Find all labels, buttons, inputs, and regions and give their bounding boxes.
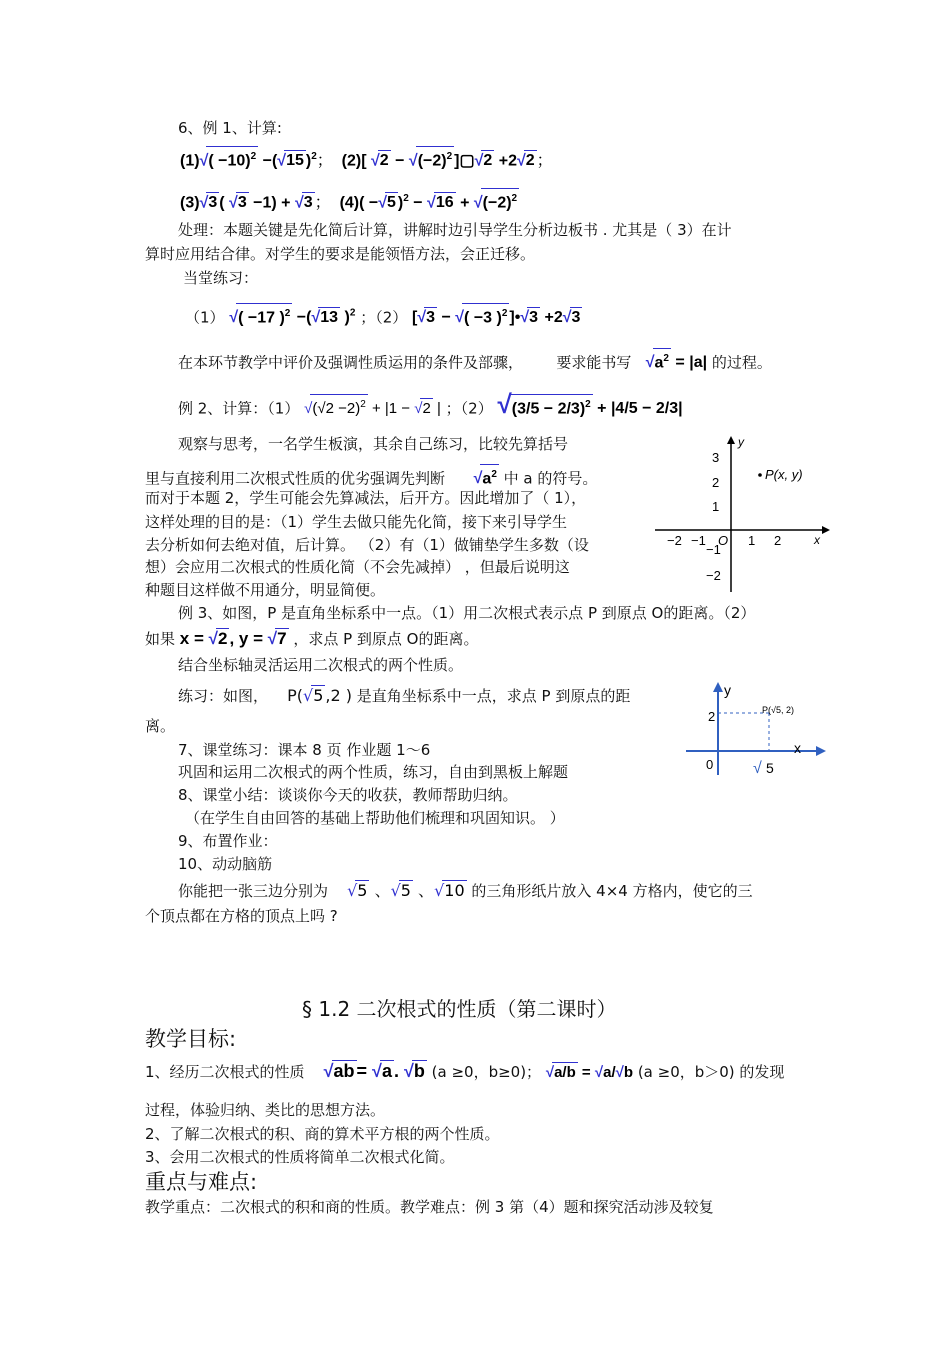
graph1-point bbox=[758, 473, 762, 477]
class-practice: 7、课堂练习：课本 8 页 作业题 1～6 bbox=[178, 741, 431, 759]
example-1-expr-a: $(1)√( -10)^2 -(√15$ )$^2$； (2)[ $√2 - √(-2)^2$ ]▢√2 +2√2 ； bbox=[180, 146, 553, 171]
summary-line: 8、课堂小结：谈谈你今天的收获，教师帮助归纳。 bbox=[178, 786, 518, 804]
practice-heading: 当堂练习： bbox=[183, 269, 259, 287]
brain-teaser-heading: 10、动动脑筋 bbox=[178, 855, 273, 873]
coordinate-graph-1 bbox=[650, 432, 830, 597]
key-points-heading: 重点与难点: bbox=[145, 1170, 258, 1194]
goal-1: 1、经历二次根式的性质 √ab = √a . √b (a ≥0，b≥0)； √a/b = √a/√b (a ≥0，b＞0) 的发现 bbox=[145, 1061, 785, 1081]
brain-teaser-line-1: 你能把一张三边分别为 √5 、√5 、√10 的三角形纸片放入 4×4 方格内，使它的三 bbox=[178, 881, 753, 900]
note-line-1: 处理：本题关键是先化简后计算，讲解时边引导学生分析边板书 . 尤其是（ 3）在计 bbox=[178, 221, 732, 239]
coordinate-graph-2 bbox=[686, 680, 831, 780]
exercise-line-2: 离。 bbox=[145, 717, 176, 735]
graph1-xtick-2: 2 bbox=[774, 533, 782, 548]
graph1-origin: O bbox=[718, 533, 729, 548]
graph2-origin: 0 bbox=[706, 757, 714, 772]
para-line-2: 这样处理的目的是：（1）学生去做只能先化简，接下来引导学生 bbox=[145, 513, 568, 531]
practice-exercises: （1） √( −17 )$^2$ −(√13 )$^2$ ；（2） [√3 − √( −3 )$^2$ ]•√3 +2√3 bbox=[185, 303, 582, 328]
observe-line: 观察与思考，一名学生板演，其余自己练习，比较先算括号 bbox=[178, 435, 569, 453]
graph2-ytick: 2 bbox=[708, 709, 716, 724]
graph1-ytick-neg1: −1 bbox=[706, 542, 721, 557]
goal-2: 2、了解二次根式的积、商的算术平方根的两个性质。 bbox=[145, 1125, 500, 1143]
graph2-x-label: x bbox=[794, 740, 801, 756]
homework-line: 9、布置作业： bbox=[178, 832, 278, 850]
para-line-1: 而对于本题 2，学生可能会先算减法，后开方。因此增加了（ 1）， bbox=[145, 489, 587, 507]
goal-1-cont: 过程，体验归纳、类比的思想方法。 bbox=[145, 1101, 386, 1119]
note-line-2: 算时应用结合律。对学生的要求是能领悟方法，会正迁移。 bbox=[145, 245, 536, 263]
graph1-y-label: y bbox=[738, 435, 744, 449]
svg-text:√: √ bbox=[753, 760, 762, 777]
graph1-xtick-neg2: −2 bbox=[667, 533, 682, 548]
coordinate-hint: 结合坐标轴灵活运用二次根式的两个性质。 bbox=[178, 656, 464, 674]
graph1-xtick-1: 1 bbox=[748, 533, 756, 548]
graph1-ytick-1: 1 bbox=[712, 499, 720, 514]
graph1-xtick-neg1: −1 bbox=[691, 533, 706, 548]
graph1-ytick-2: 2 bbox=[712, 475, 720, 490]
goals-heading: 教学目标: bbox=[145, 1027, 237, 1051]
graph1-ytick-3: 3 bbox=[712, 450, 720, 465]
evaluation-line: 在本环节教学中评价及强调性质运用的条件及部骤， 要求能书写 $√a^2 = |a|$ 的过程。 bbox=[178, 348, 772, 373]
graph1-ytick-neg2: −2 bbox=[706, 568, 721, 583]
para-line-5: 种题目这样做不用通分，明显简便。 bbox=[145, 581, 386, 599]
graph2-point-label: P(√5, 2) bbox=[762, 705, 794, 715]
para-line-3: 去分析如何去绝对值，后计算。 （2）有（1）做铺垫学生多数（设 bbox=[145, 536, 589, 554]
graph1-point-label: P(x, y) bbox=[765, 467, 803, 482]
example-3-line: 例 3、如图，P 是直角坐标系中一点。（1）用二次根式表示点 P 到原点 O的距离。（2） bbox=[178, 604, 756, 622]
example-2-line: 例 2、计算：（1） $√(√2 -2)^2 + |1 - √2$ | ；（2） $√(3/5 - 2/3)^2 + |4/5 - 2/3|$ bbox=[178, 389, 683, 420]
example-1-heading: 6、例 1、计算: bbox=[178, 119, 282, 137]
brain-teaser-line-2: 个顶点都在方格的顶点上吗 ? bbox=[145, 907, 338, 925]
summary-note: （在学生自由回答的基础上帮助他们梳理和巩固知识。 ） bbox=[185, 809, 565, 827]
exercise-line: 练习：如图， P(√5 ,2 ) 是直角坐标系中一点，求点 P 到原点的距 bbox=[178, 686, 631, 705]
consolidate-line: 巩固和运用二次根式的两个性质，练习，自由到黑板上解题 bbox=[178, 763, 569, 781]
goal-3: 3、会用二次根式的性质将简单二次根式化简。 bbox=[145, 1148, 455, 1166]
graph2-y-label: y bbox=[724, 682, 731, 698]
example-3-condition: 如果 x = √2 , y = √7 ，求点 P 到原点 O的距离。 bbox=[145, 629, 479, 648]
compare-line: 里与直接利用二次根式性质的优劣强调先判断 $√a^2$ 中 a 的符号。 bbox=[145, 464, 597, 489]
example-1-expr-b: (3)√3 ( √3 −1) + √3 ； (4)( −√5 )$^2 - √16 + √(-2)^2$ bbox=[180, 188, 519, 213]
key-points-line: 教学重点：二次根式的积和商的性质。教学难点：例 3 第（4）题和探究活动涉及较复 bbox=[145, 1198, 714, 1216]
para-line-4: 想）会应用二次根式的性质化简（不会先减掉） ，但最后说明这 bbox=[145, 558, 570, 576]
section-title: § 1.2 二次根式的性质（第二课时） bbox=[302, 997, 617, 1021]
graph1-x-label: x bbox=[814, 533, 820, 547]
graph2-xtick: 5 bbox=[766, 760, 774, 776]
